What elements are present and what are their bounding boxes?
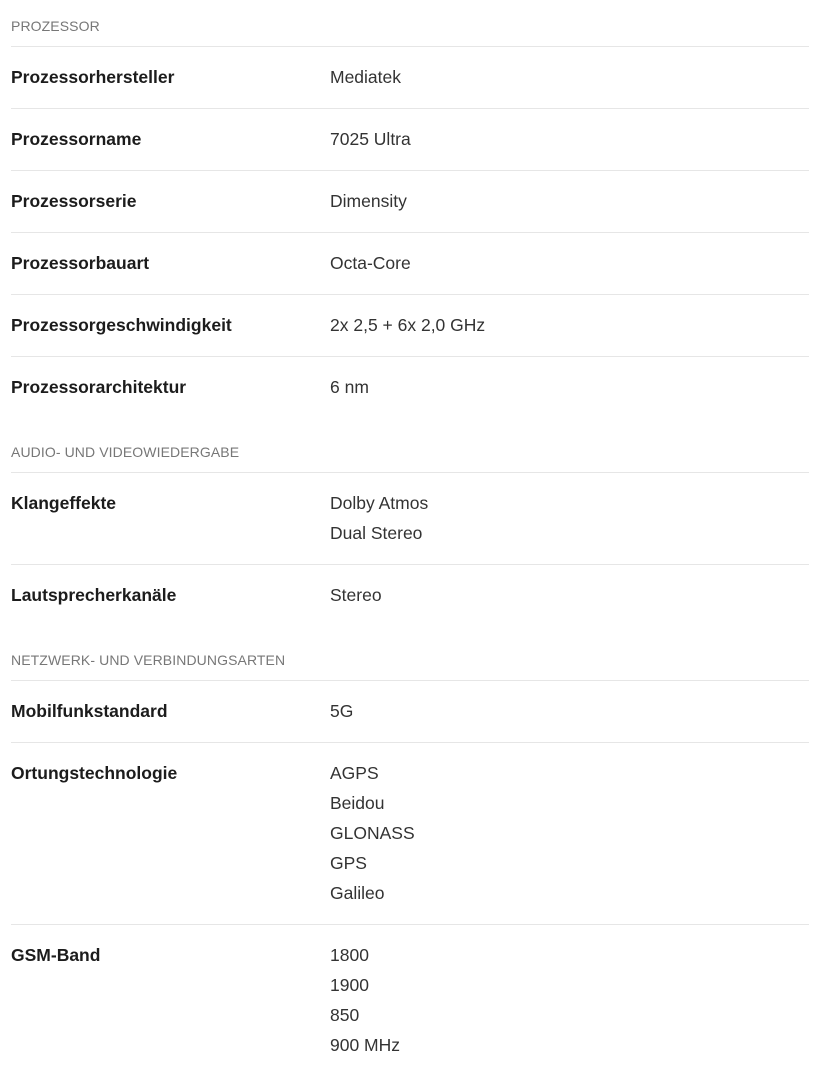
spec-value: Dimensity xyxy=(330,191,407,211)
spec-row xyxy=(11,357,809,418)
spec-label: Prozessorname xyxy=(11,129,142,149)
spec-label: Mobilfunkstandard xyxy=(11,701,168,721)
section-prozessor xyxy=(11,0,809,418)
spec-values xyxy=(330,190,809,212)
spec-value: 2x 2,5 + 6x 2,0 GHz xyxy=(330,315,486,335)
spec-value: Stereo xyxy=(330,585,382,605)
spec-row xyxy=(11,473,809,565)
spec-values xyxy=(330,492,809,544)
spec-row xyxy=(11,233,809,295)
spec-value: GPS xyxy=(330,853,367,873)
section-heading: PROZESSOR xyxy=(11,0,809,47)
spec-value: 900 MHz xyxy=(330,1035,401,1055)
spec-row xyxy=(11,681,809,743)
spec-row xyxy=(11,925,809,1076)
spec-value: Mediatek xyxy=(330,67,402,87)
spec-label: Ortungstechnologie xyxy=(11,763,178,783)
spec-value: 5G xyxy=(330,701,354,721)
spec-values xyxy=(330,314,809,336)
spec-value: 1800 xyxy=(330,945,369,965)
spec-values xyxy=(330,252,809,274)
spec-row xyxy=(11,743,809,925)
spec-label: Prozessorhersteller xyxy=(11,67,175,87)
section-heading: NETZWERK- UND VERBINDUNGSARTEN xyxy=(11,626,809,681)
spec-values xyxy=(330,66,809,88)
spec-label: Prozessorserie xyxy=(11,191,137,211)
spec-value: 1900 xyxy=(330,975,369,995)
spec-row xyxy=(11,295,809,357)
spec-label: Prozessorarchitektur xyxy=(11,377,187,397)
spec-values xyxy=(330,128,809,150)
section-audio-video xyxy=(11,418,809,626)
section-netzwerk xyxy=(11,626,809,1076)
spec-label: GSM-Band xyxy=(11,945,101,965)
spec-value: GLONASS xyxy=(330,823,415,843)
spec-value: Dolby Atmos xyxy=(330,493,429,513)
spec-row xyxy=(11,109,809,171)
spec-row xyxy=(11,565,809,626)
spec-table xyxy=(11,0,809,1076)
spec-row xyxy=(11,47,809,109)
spec-value: Dual Stereo xyxy=(330,523,423,543)
section-heading: AUDIO- UND VIDEOWIEDERGABE xyxy=(11,418,809,473)
spec-value: Galileo xyxy=(330,883,385,903)
spec-values xyxy=(330,584,809,606)
spec-value: AGPS xyxy=(330,763,379,783)
spec-values xyxy=(330,762,809,904)
spec-label: Lautsprecherkanäle xyxy=(11,585,177,605)
spec-label: Klangeffekte xyxy=(11,493,117,513)
spec-value: 6 nm xyxy=(330,377,369,397)
spec-values xyxy=(330,700,809,722)
spec-values xyxy=(330,376,809,398)
spec-row xyxy=(11,171,809,233)
spec-label: Prozessorbauart xyxy=(11,253,150,273)
spec-values xyxy=(330,944,809,1056)
spec-label: Prozessorgeschwindigkeit xyxy=(11,315,232,335)
spec-value: Octa-Core xyxy=(330,253,411,273)
spec-value: 7025 Ultra xyxy=(330,129,411,149)
spec-value: Beidou xyxy=(330,793,385,813)
spec-value: 850 xyxy=(330,1005,360,1025)
